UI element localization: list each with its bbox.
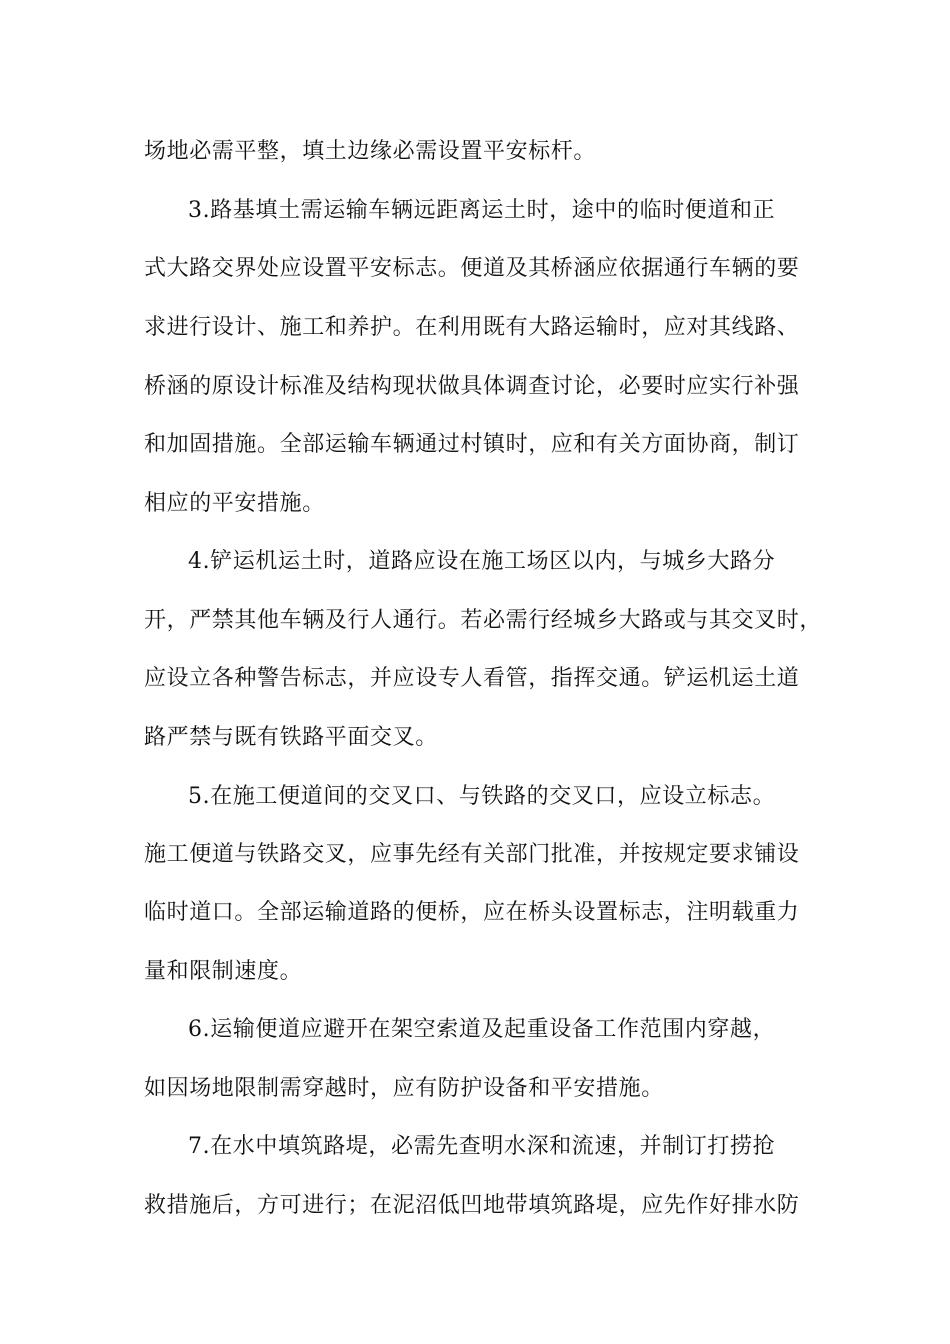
text-line: 救措施后，方可进行；在泥沼低凹地带填筑路堤，应先作好排水防 — [144, 1193, 800, 1218]
text-line: 场地必需平整，填土边缘必需设置平安标杆。 — [144, 139, 597, 164]
text-line: 路严禁与既有铁路平面交叉。 — [144, 725, 438, 750]
text-line: 如因场地限制需穿越时，应有防护设备和平安措施。 — [144, 1076, 664, 1101]
text-line: 式大路交界处应设置平安标志。便道及其桥涵应依据通行车辆的要 — [144, 256, 800, 281]
text-line: 和加固措施。全部运输车辆通过村镇时，应和有关方面协商，制订 — [144, 432, 800, 457]
text-line: 施工便道与铁路交叉，应事先经有关部门批准，并按规定要求铺设 — [144, 842, 800, 867]
text-line: 开，严禁其他车辆及行人通行。若必需行经城乡大路或与其交叉时， — [144, 608, 823, 633]
paragraph-5-line-1: 5.在施工便道间的交叉口、与铁路的交叉口，应设立标志。 — [188, 784, 776, 809]
text-line: 桥涵的原设计标准及结构现状做具体调查讨论，必要时应实行补强 — [144, 374, 800, 399]
text-line: 求进行设计、施工和养护。在利用既有大路运输时，应对其线路、 — [144, 315, 800, 340]
text-line: 临时道口。全部运输道路的便桥，应在桥头设置标志，注明载重力 — [144, 900, 800, 925]
text-line: 量和限制速度。 — [144, 959, 303, 984]
paragraph-3-line-1: 3.路基填土需运输车辆远距离运土时，途中的临时便道和正 — [188, 198, 776, 223]
paragraph-6-line-1: 6.运输便道应避开在架空索道及起重设备工作范围内穿越， — [188, 1017, 776, 1042]
text-line: 应设立各种警告标志，并应设专人看管，指挥交通。铲运机运土道 — [144, 666, 800, 691]
paragraph-7-line-1: 7.在水中填筑路堤，必需先查明水深和流速，并制订打捞抢 — [188, 1134, 776, 1159]
paragraph-4-line-1: 4.铲运机运土时，道路应设在施工场区以内，与城乡大路分 — [188, 549, 776, 574]
text-line: 相应的平安措施。 — [144, 491, 325, 516]
